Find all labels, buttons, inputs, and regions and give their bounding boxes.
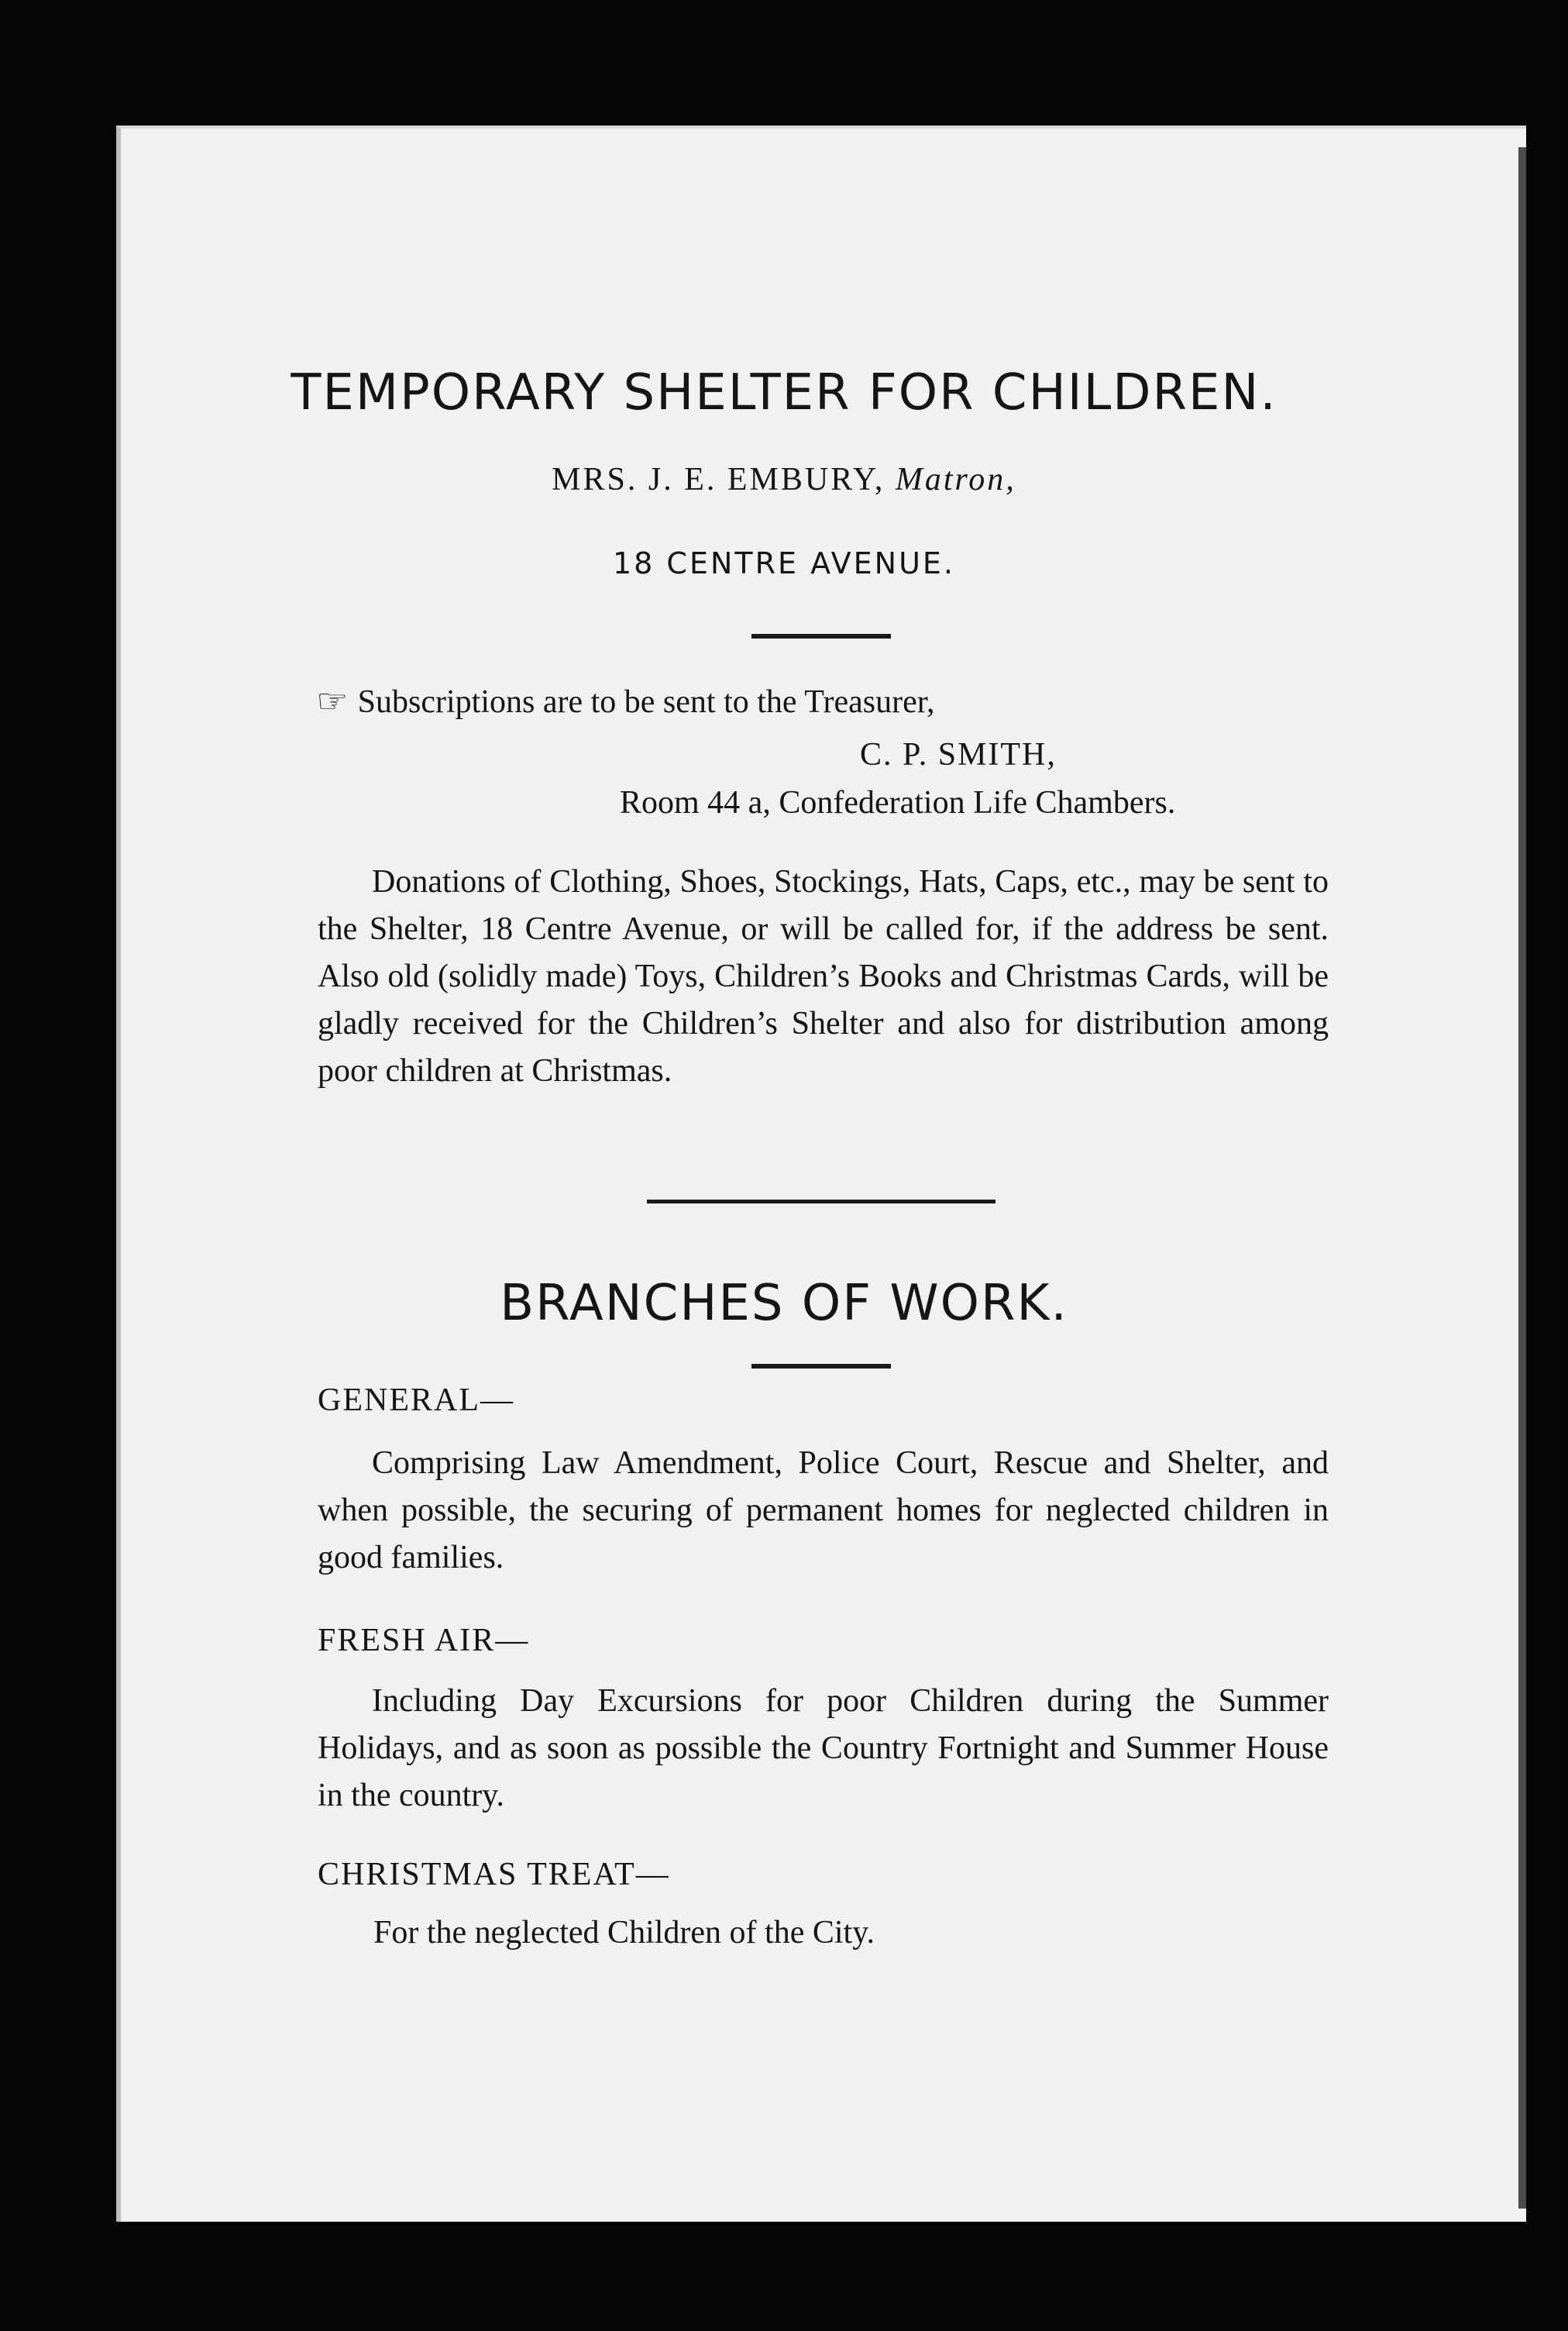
donations-paragraph: Donations of Clothing, Shoes, Stockings, Hats, Caps, etc., may be sent to the Shelter, 18 Centre Avenue, or will be called for, if the address be sent. Also old (solidly made) Toys, Children’s Books and Christmas Cards, will be gladly received for the Children’s Shelter and also for distribution among poor children at Christmas. (318, 864, 1329, 1089)
treasurer-name: C. P. SMITH, (860, 737, 1057, 773)
branch-heading-christmas: CHRISTMAS TREAT— (318, 1857, 670, 1892)
branches-divider-rule (751, 1364, 891, 1369)
branch-heading-general: GENERAL— (318, 1382, 514, 1418)
branches-title: BRANCHES OF WORK. (500, 1275, 1068, 1332)
subscription-line (318, 682, 935, 721)
branch-text-general: Comprising Law Amendment, Police Court, Rescue and Shelter, and when possible, the securing of permanent homes for neglected children in good families. (318, 1445, 1329, 1575)
document-page (116, 126, 1526, 2222)
branch-text-fresh-air: Including Day Excursions for poor Children during the Summer Holidays, and as soon as possible the Country Fortnight and Summer House in the country. (318, 1683, 1329, 1813)
facing-page-edge (1518, 147, 1526, 2209)
section-divider-rule (647, 1200, 995, 1203)
matron-name: MRS. J. E. EMBURY, (552, 462, 885, 498)
branch-text-christmas: For the neglected Children of the City. (373, 1915, 875, 1951)
matron-line (0, 461, 1568, 498)
treasurer-address: Room 44 a, Confederation Life Chambers. (620, 785, 1176, 821)
shelter-title: TEMPORARY SHELTER FOR CHILDREN. (291, 364, 1277, 422)
pointing-hand-icon: ☞ (316, 684, 349, 720)
subscription-text: Subscriptions are to be sent to the Treasurer, (357, 684, 935, 720)
branch-heading-fresh-air: FRESH AIR— (318, 1623, 530, 1658)
matron-role: Matron, (895, 462, 1016, 498)
shelter-address: 18 CENTRE AVENUE. (612, 546, 955, 580)
divider-rule (751, 634, 891, 639)
